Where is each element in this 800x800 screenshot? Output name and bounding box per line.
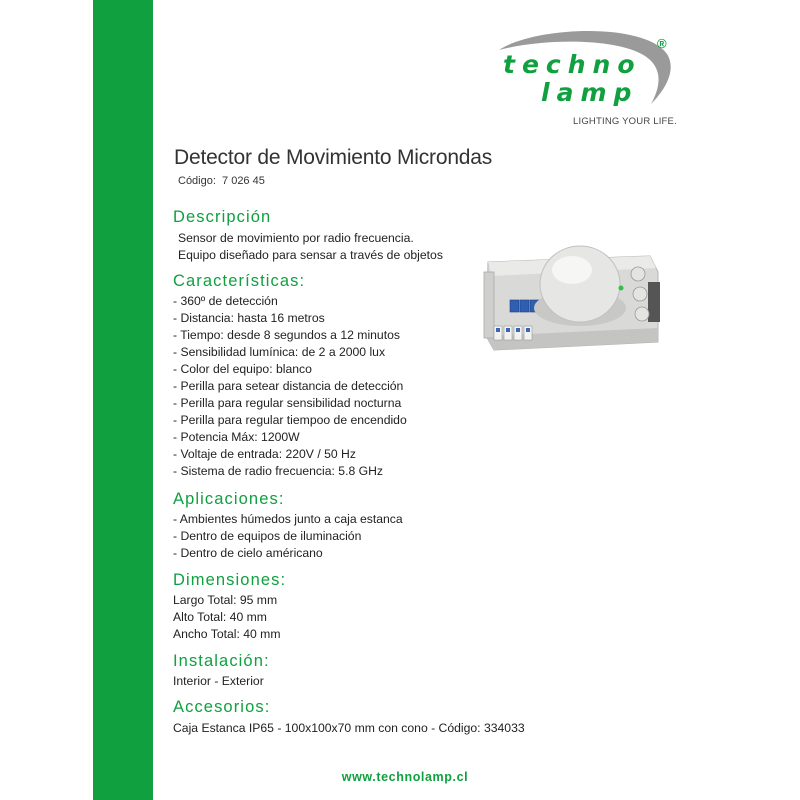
- caracteristica-item: - Color del equipo: blanco: [173, 362, 312, 376]
- heading-caracteristicas: Características:: [173, 272, 306, 290]
- logo-tagline: LIGHTING YOUR LIFE.: [573, 116, 677, 127]
- registered-mark: ®: [657, 36, 667, 51]
- caracteristica-item: - 360º de detección: [173, 294, 278, 308]
- heading-accesorios: Accesorios:: [173, 698, 271, 716]
- heading-descripcion: Descripción: [173, 208, 272, 226]
- aplicacion-item: - Dentro de cielo américano: [173, 546, 323, 560]
- descripcion-line: Equipo diseñado para sensar a través de objetos: [178, 248, 443, 262]
- caracteristica-item: - Distancia: hasta 16 metros: [173, 311, 325, 325]
- caracteristica-item: - Voltaje de entrada: 220V / 50 Hz: [173, 447, 356, 461]
- aplicacion-item: - Ambientes húmedos junto a caja estanca: [173, 512, 403, 526]
- heading-instalacion: Instalación:: [173, 652, 270, 670]
- footer-url[interactable]: www.technolamp.cl: [341, 770, 469, 784]
- caracteristica-item: - Sistema de radio frecuencia: 5.8 GHz: [173, 464, 383, 478]
- caracteristica-item: - Perilla para regular tiempoo de encendido: [173, 413, 407, 427]
- brand-logo: [495, 28, 685, 133]
- product-code: Código: 7 026 45: [178, 175, 265, 187]
- heading-aplicaciones: Aplicaciones:: [173, 490, 285, 508]
- logo-word-techno: techno: [503, 50, 642, 79]
- accesorio-item: Caja Estanca IP65 - 100x100x70 mm con cono - Código: 334033: [173, 721, 525, 735]
- caracteristica-item: - Perilla para regular sensibilidad nocturna: [173, 396, 402, 410]
- heading-dimensiones: Dimensiones:: [173, 571, 287, 589]
- product-title: Detector de Movimiento Microndas: [174, 146, 493, 169]
- caracteristica-item: - Potencia Máx: 1200W: [173, 430, 300, 444]
- aplicacion-item: - Dentro de equipos de iluminación: [173, 529, 362, 543]
- caracteristica-item: - Sensibilidad lumínica: de 2 a 2000 lux: [173, 345, 386, 359]
- descripcion-line: Sensor de movimiento por radio frecuencia.: [178, 231, 414, 245]
- dimension-item: Largo Total: 95 mm: [173, 593, 278, 607]
- dimension-item: Ancho Total: 40 mm: [173, 627, 281, 641]
- product-image: [480, 232, 670, 357]
- dimension-item: Alto Total: 40 mm: [173, 610, 267, 624]
- left-green-stripe: [93, 0, 153, 800]
- caracteristica-item: - Tiempo: desde 8 segundos a 12 minutos: [173, 328, 400, 342]
- caracteristica-item: - Perilla para setear distancia de detección: [173, 379, 404, 393]
- logo-word-lamp: lamp: [541, 78, 639, 107]
- instalacion-item: Interior - Exterior: [173, 674, 264, 688]
